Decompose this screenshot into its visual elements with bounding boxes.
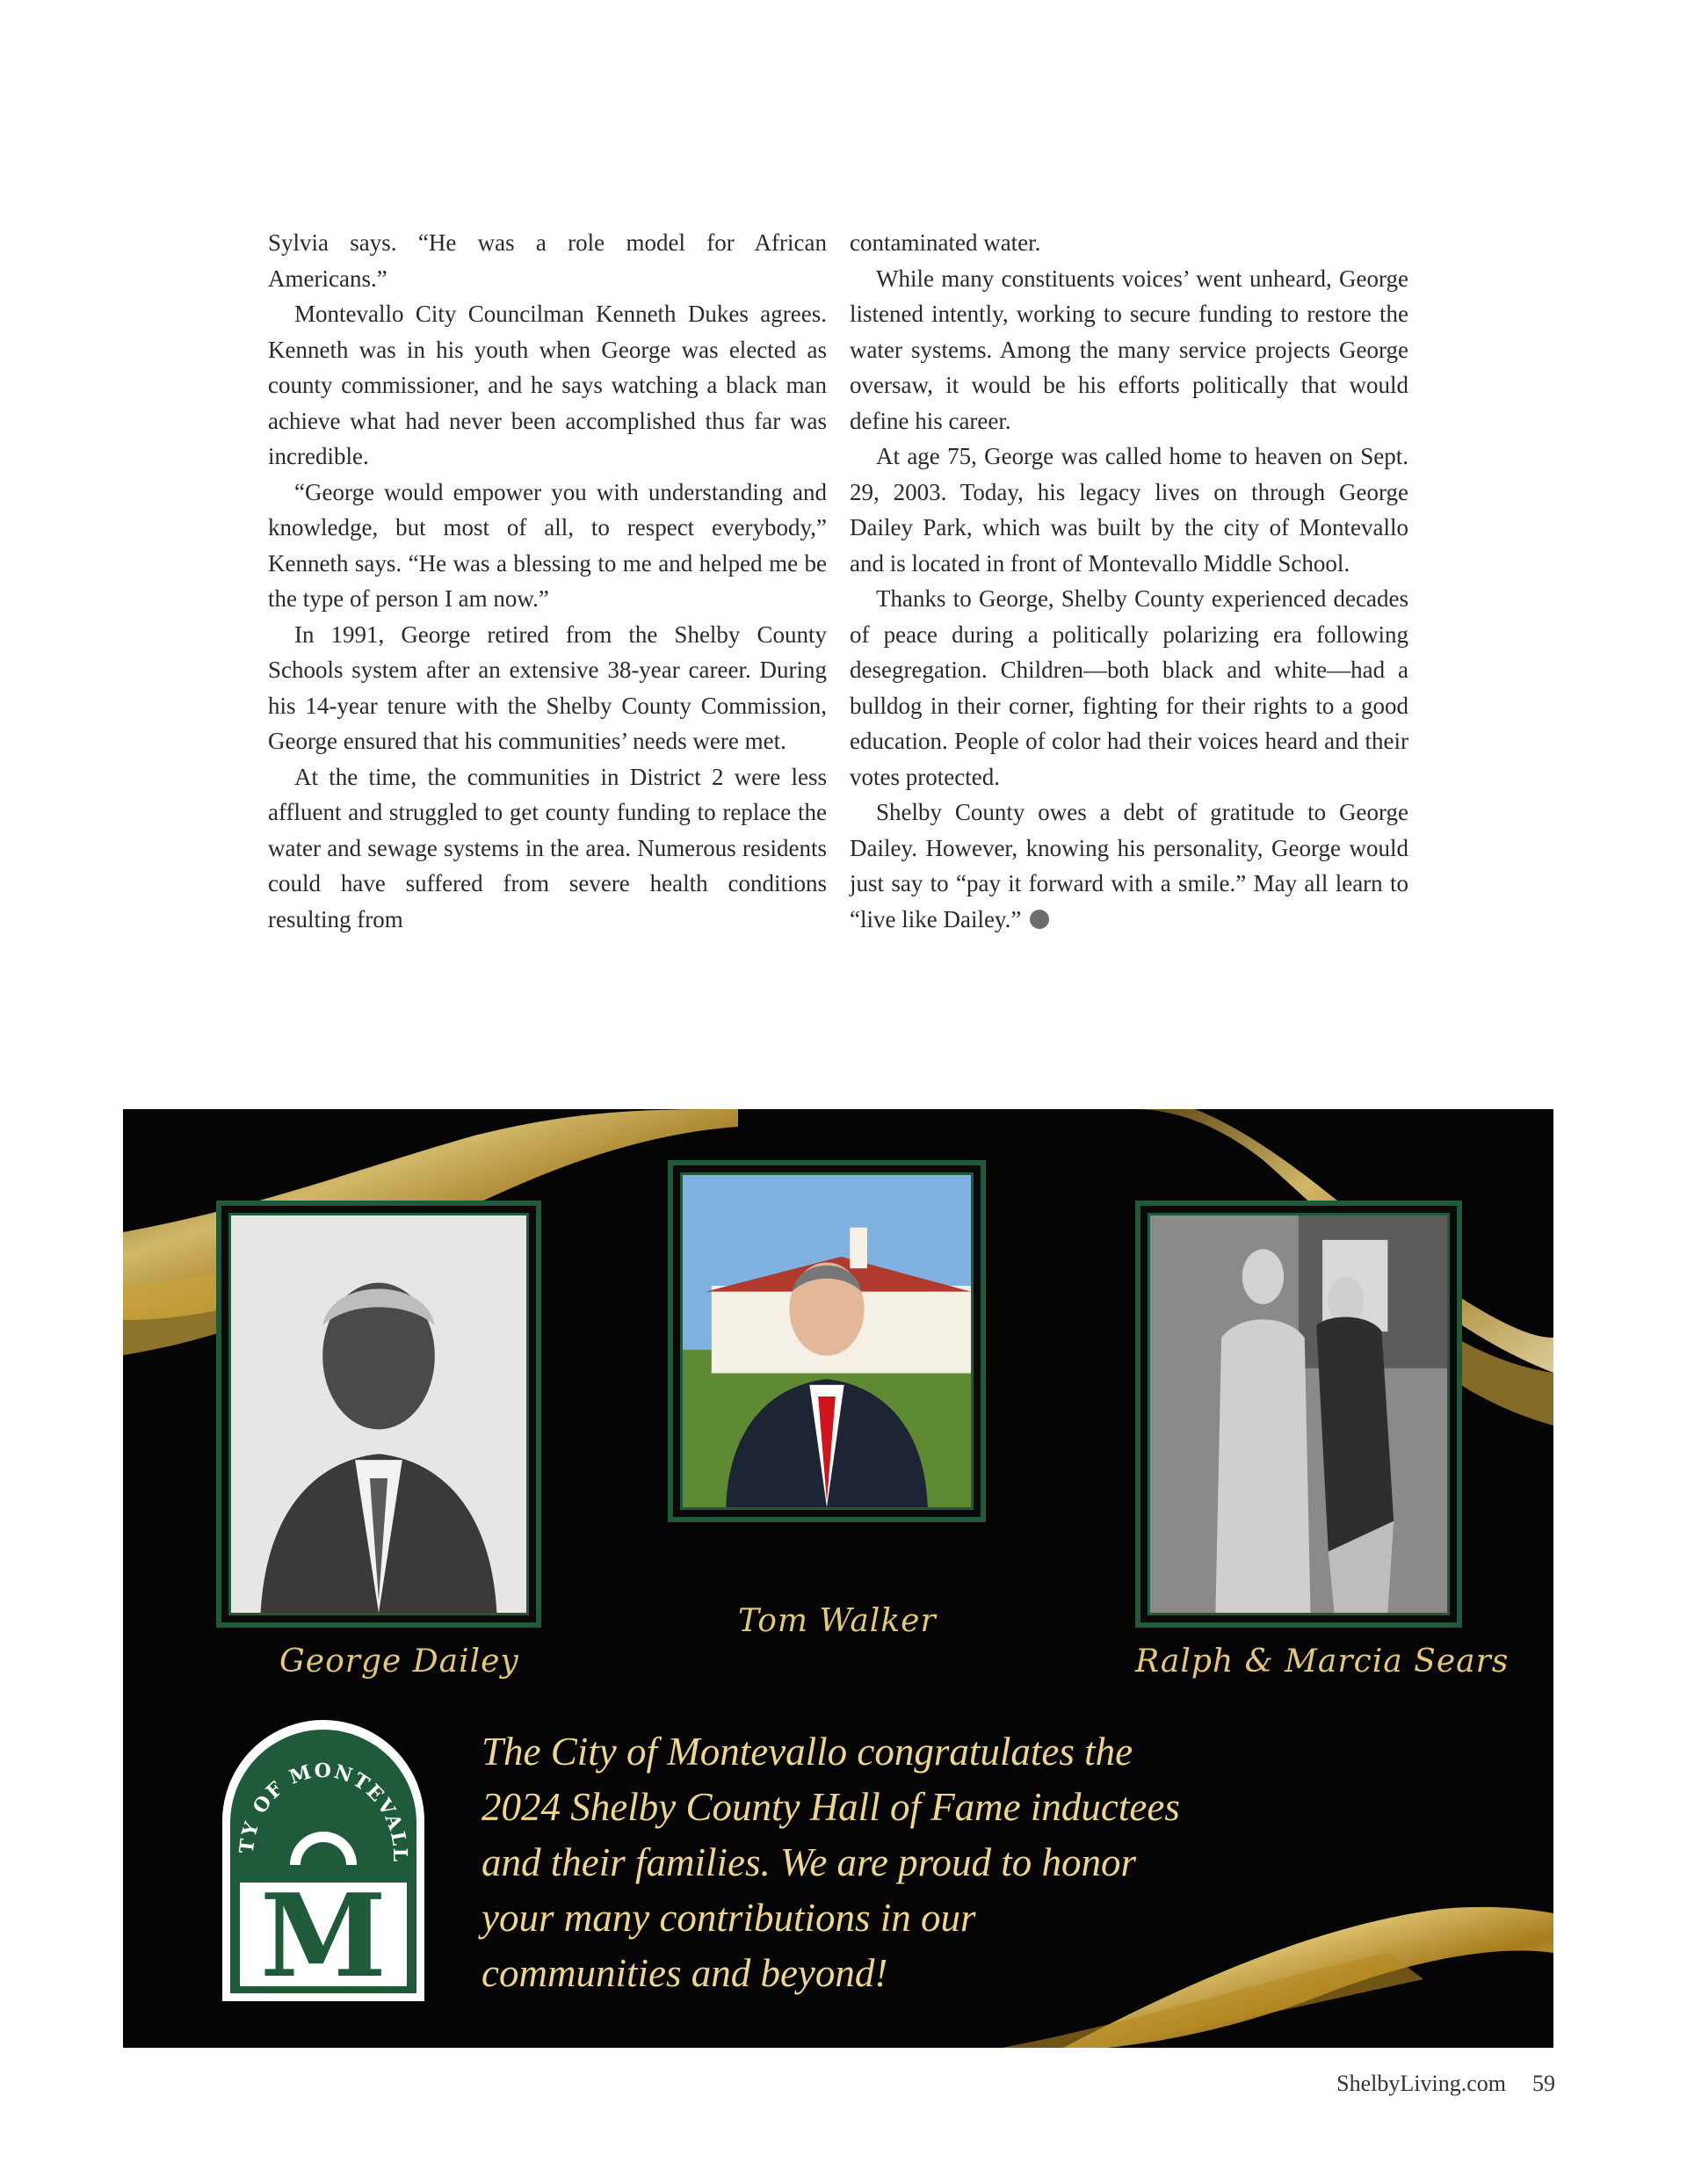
portrait-photo bbox=[680, 1172, 974, 1510]
headline-line: The City of Montevallo congratulates the bbox=[481, 1730, 1133, 1774]
logo-letter: M bbox=[260, 1868, 387, 2003]
caption-george-dailey: George Dailey bbox=[279, 1643, 519, 1680]
caption-ralph-marcia-sears: Ralph & Marcia Sears bbox=[1135, 1643, 1510, 1680]
paragraph-text: Shelby County owes a debt of gratitude to George Dailey. However, knowing his personality, George would just say to “pay it forward with a smile.” May all learn to “live like Dailey.” bbox=[850, 799, 1408, 932]
article-left-column bbox=[268, 225, 827, 937]
paragraph: At the time, the communities in District 2 were less affluent and struggled to get county funding to replace the water and sewage systems in the area. Numerous residents could have suffered from severe health conditions resulting from bbox=[268, 763, 827, 932]
city-of-montevallo-logo bbox=[218, 1716, 429, 2006]
paragraph: contaminated water. bbox=[850, 229, 1041, 256]
portrait-photo bbox=[228, 1213, 529, 1615]
caption-tom-walker: Tom Walker bbox=[738, 1603, 937, 1639]
paragraph: “George would empower you with understanding and knowledge, but most of all, to respect everybody,” Kenneth says. “He was a blessing to me and helped me be the type of person I am now.” bbox=[268, 478, 827, 612]
paragraph: Sylvia says. “He was a role model for African Americans.” bbox=[268, 229, 827, 292]
paragraph-final bbox=[850, 795, 1408, 937]
portrait-frame-george-dailey bbox=[216, 1201, 541, 1628]
paragraph: Thanks to George, Shelby County experienced decades of peace during a politically polarizing era following desegregation. Children—both black and white—had a bulldog in their corner, fighting for their rights to a good education. People of color had their voices heard and their votes protected. bbox=[850, 585, 1408, 790]
footer-site: ShelbyLiving.com bbox=[1336, 2071, 1506, 2096]
end-mark-icon bbox=[1030, 910, 1049, 929]
ad-headline bbox=[481, 1724, 1360, 2001]
paragraph: At age 75, George was called home to heaven on Sept. 29, 2003. Today, his legacy lives on through George Dailey Park, which was built by the city of Montevallo and is located in front of Montevallo Middle School. bbox=[850, 443, 1408, 577]
montevallo-advertisement bbox=[123, 1109, 1553, 2048]
article-right-column bbox=[850, 225, 1408, 937]
headline-line: and their families. We are proud to honor bbox=[481, 1840, 1136, 1884]
portrait-frame-tom-walker bbox=[668, 1160, 986, 1522]
headline-line: communities and beyond! bbox=[481, 1951, 888, 1995]
paragraph: While many constituents voices’ went unheard, George listened intently, working to secure funding to restore the water systems. Among the many service projects George oversaw, it would be his efforts politically that would define his career. bbox=[850, 265, 1408, 434]
headline-line: 2024 Shelby County Hall of Fame inductees bbox=[481, 1785, 1180, 1829]
paragraph: Montevallo City Councilman Kenneth Dukes agrees. Kenneth was in his youth when George was elected as county commissioner, and he says watching a black man achieve what had never been accomplished thus far was incredible. bbox=[268, 301, 827, 469]
page-number: 59 bbox=[1532, 2071, 1555, 2096]
page-footer bbox=[1336, 2071, 1555, 2097]
portrait-photo bbox=[1148, 1213, 1450, 1615]
portrait-frame-ralph-marcia-sears bbox=[1135, 1201, 1462, 1628]
paragraph: In 1991, George retired from the Shelby County Schools system after an extensive 38-year career. During his 14-year tenure with the Shelby County Commission, George ensured that his communities’ needs were met. bbox=[268, 620, 827, 754]
logo-arc-text: TY OF MONTEVALL bbox=[235, 1759, 412, 1864]
headline-line: your many contributions in our bbox=[481, 1896, 976, 1940]
